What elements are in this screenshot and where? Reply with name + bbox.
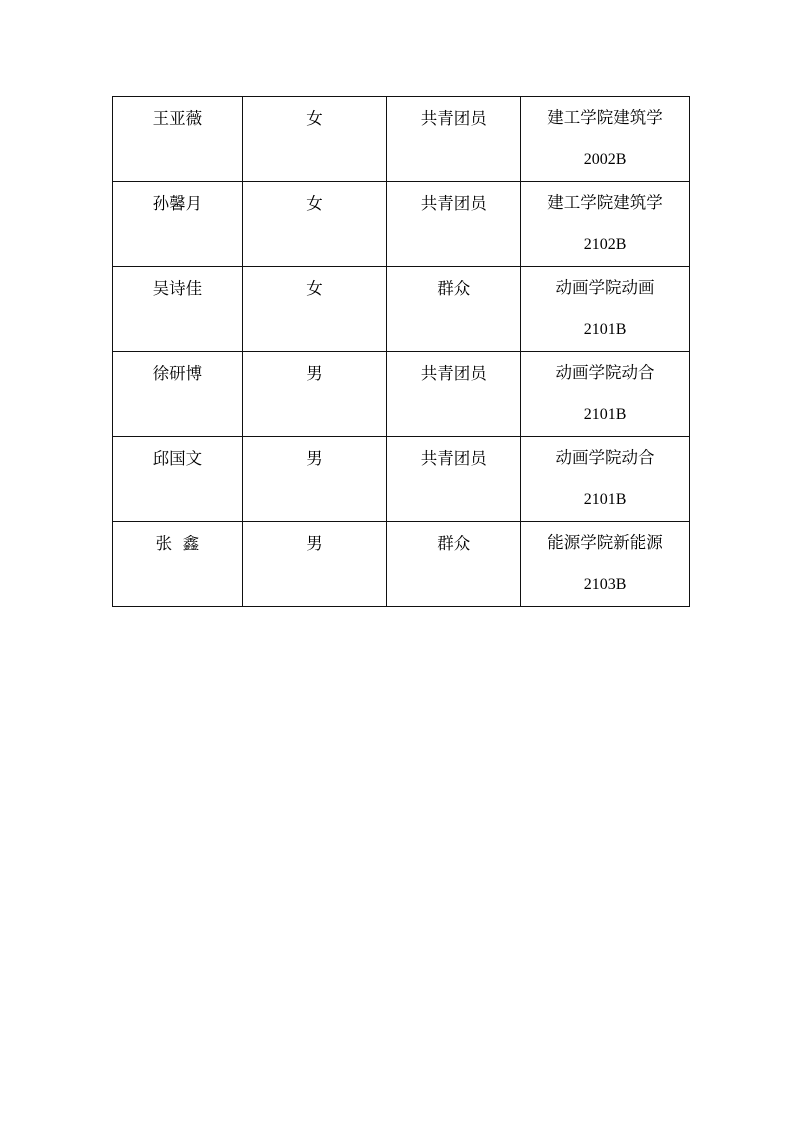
table-row [113,97,690,182]
student-college-major: 能源学院新能源 [547,533,663,552]
class-cell [521,267,690,352]
student-political-status: 群众 [437,279,471,298]
gender-cell [242,352,387,437]
student-gender: 女 [306,279,323,298]
gender-cell [242,267,387,352]
name-cell [113,522,243,607]
student-college-major: 建工学院建筑学 [547,193,663,212]
class-cell [521,182,690,267]
student-name: 邱国文 [152,449,203,468]
student-college-major: 动画学院动合 [555,363,655,382]
name-cell [113,352,243,437]
political-status-cell [387,267,521,352]
class-cell [521,522,690,607]
table-row [113,352,690,437]
roster-table [112,96,690,607]
student-political-status: 共青团员 [420,194,487,213]
table-row [113,437,690,522]
political-status-cell [387,437,521,522]
gender-cell [242,522,387,607]
student-gender: 女 [306,109,323,128]
gender-cell [242,182,387,267]
student-name: 孙馨月 [152,194,203,213]
table-row [113,182,690,267]
name-cell [113,437,243,522]
student-name: 张 鑫 [155,534,200,553]
name-cell [113,267,243,352]
name-cell [113,97,243,182]
student-political-status: 共青团员 [420,364,487,383]
student-gender: 男 [306,449,323,468]
table-row [113,267,690,352]
student-class-code: 2101B [583,406,627,423]
name-cell [113,182,243,267]
class-cell [521,97,690,182]
class-cell [521,352,690,437]
class-cell [521,437,690,522]
political-status-cell [387,522,521,607]
student-name: 王亚薇 [152,109,203,128]
student-gender: 女 [306,194,323,213]
political-status-cell [387,182,521,267]
student-class-code: 2101B [583,491,627,508]
student-name: 吴诗佳 [152,279,203,298]
student-class-code: 2002B [583,151,627,168]
student-name: 徐研博 [152,364,203,383]
student-class-code: 2102B [583,236,627,253]
student-college-major: 动画学院动画 [555,278,655,297]
student-college-major: 动画学院动合 [555,448,655,467]
table-row [113,522,690,607]
student-gender: 男 [306,364,323,383]
student-political-status: 共青团员 [420,449,487,468]
political-status-cell [387,352,521,437]
student-political-status: 群众 [437,534,471,553]
student-class-code: 2103B [583,576,627,593]
gender-cell [242,437,387,522]
student-college-major: 建工学院建筑学 [547,108,663,127]
student-political-status: 共青团员 [420,109,487,128]
political-status-cell [387,97,521,182]
roster-table-body [113,97,690,607]
student-gender: 男 [306,534,323,553]
gender-cell [242,97,387,182]
student-class-code: 2101B [583,321,627,338]
